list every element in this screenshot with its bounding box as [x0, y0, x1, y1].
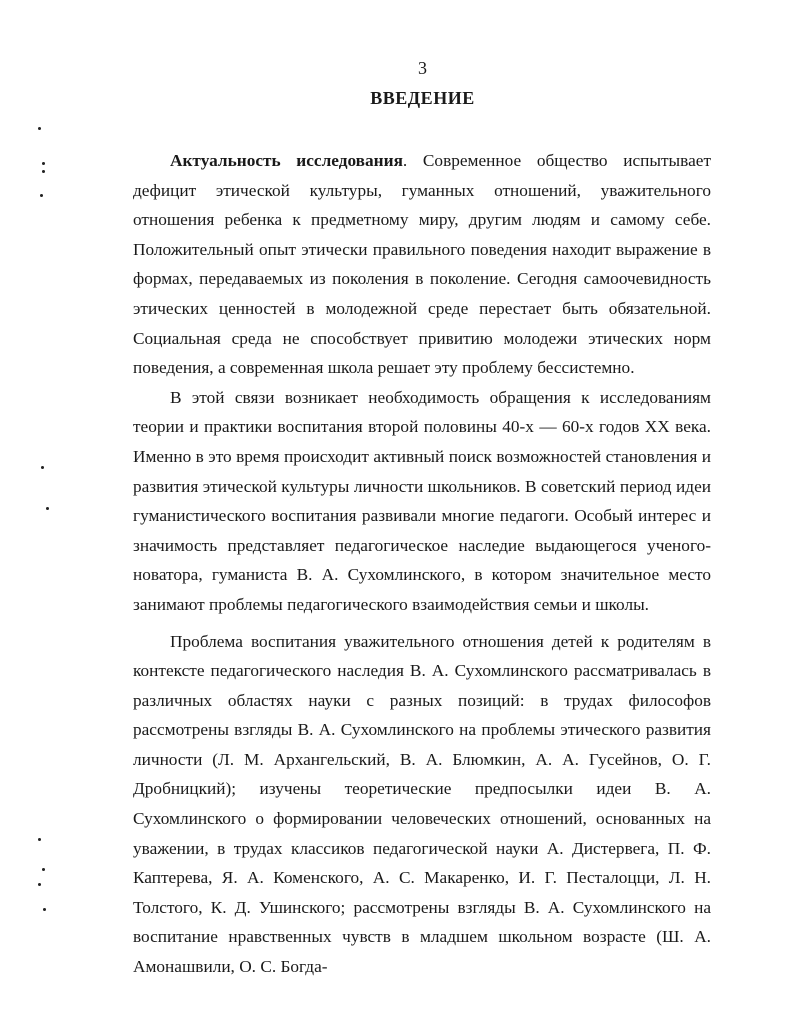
scan-artifact: [38, 838, 41, 841]
document-body: [133, 146, 711, 982]
scan-artifact: [40, 194, 43, 197]
scan-artifact: [43, 908, 46, 911]
scan-artifact: [38, 883, 41, 886]
paragraph-relevance: [133, 146, 711, 383]
scan-artifact: [41, 466, 44, 469]
scan-artifact: [42, 868, 45, 871]
paragraph-text: В этой связи возникает необходимость обращения к исследованиям теории и практики воспитания второй половины 40-х — 60-х годов XX века. Именно в это время происходит активный поиск возможностей становления и развития этической культуры личности школьников. В советский период идеи гуманистического воспитания развивали многие педагоги. Особый интерес и значимость представляет педагогическое наследие выдающегося ученого-новатора, гуманиста В. А. Сухомлинского, в котором значительное место занимают проблемы педагогического взаимодействия семьи и школы.: [133, 387, 711, 614]
paragraph-lead: Актуальность исследования: [170, 151, 403, 170]
paragraph-text: . Современное общество испытывает дефицит этической культуры, гуманных отношений, уважительного отношения ребенка к предметному миру, другим людям и самому себе. Положительный опыт этически правильного поведения находит выражение в формах, передаваемых из поколения в поколение. Сегодня самоочевидность этических ценностей в молодежной среде перестает быть обязательной. Социальная среда не способствует привитию молодежи этических норм поведения, а современная школа решает эту проблему бессистемно.: [133, 151, 711, 378]
scan-artifact: [46, 507, 49, 510]
paragraph-text: Проблема воспитания уважительного отношения детей к родителям в контексте педагогического наследия В. А. Сухомлинского рассматривалась в различных областях науки с разных позиций: в трудах философов рассмотрены взгляды В. А. Сухомлинского на проблемы этического развития личности (Л. М. Архангельский, В. А. Блюмкин, А. А. Гусейнов, О. Г. Дробницкий); изучены теоретические предпосылки идеи В. А. Сухомлинского о формировании человеческих отношений, основанных на уважении, в трудах классиков педагогической науки А. Дистервега, П. Ф. Каптерева, Я. А. Коменского, А. С. Макаренко, И. Г. Песталоцци, Л. Н. Толстого, К. Д. Ушинского; рассмотрены взгляды В. А. Сухомлинского на воспитание нравственных чувств в младшем школьном возрасте (Ш. А. Амонашвили, О. С. Богда-: [133, 631, 711, 977]
page-number: 3: [418, 58, 427, 78]
scan-artifact: [42, 162, 45, 165]
page-title: ВВЕДЕНИЕ: [370, 88, 475, 108]
scan-artifact: [42, 170, 45, 173]
paragraph-context: [133, 383, 711, 620]
paragraph-problem: [133, 627, 711, 982]
scan-artifact: [38, 127, 41, 130]
